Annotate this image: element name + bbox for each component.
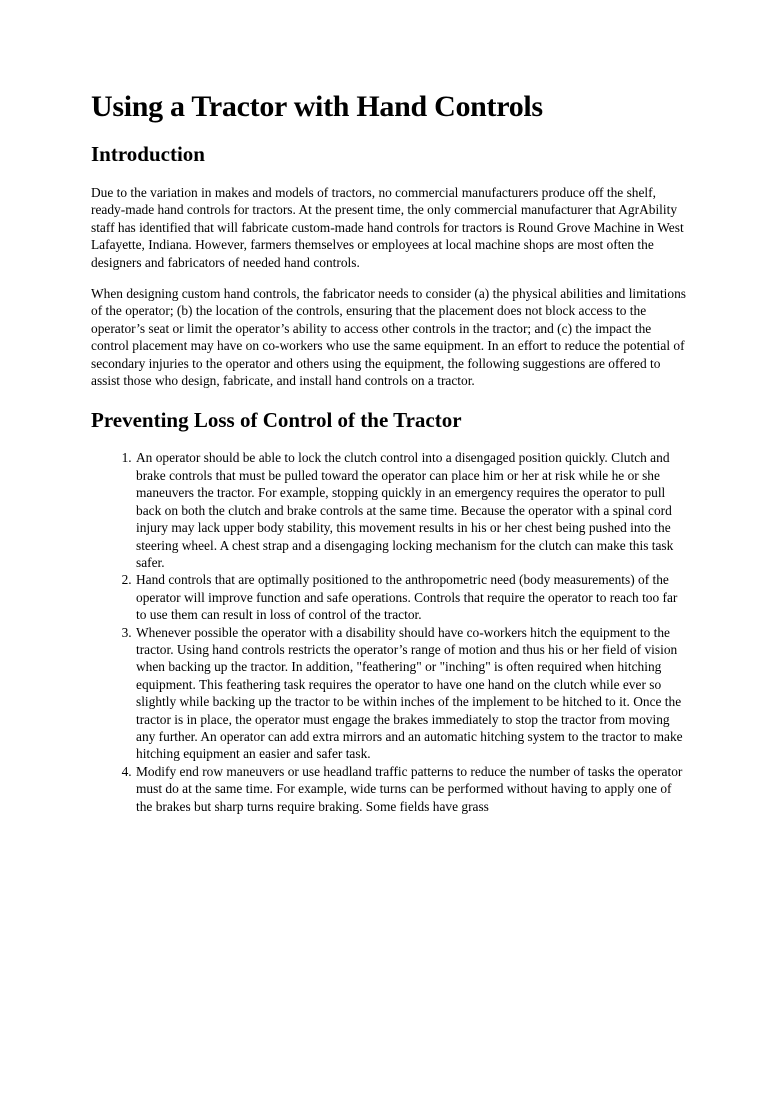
section-heading: Preventing Loss of Control of the Tractor: [91, 408, 462, 433]
list-item: 3. Whenever possible the operator with a disability should have co-workers hitch the equipment to the tractor. Using hand controls restricts the operator’s range of motion and thus his or her field of vision when backing up the tractor. In addition, "feathering" or "inching" is often required when hitching equipment. This feathering task requires the operator to have one hand on the clutch while ever so slightly while backing up the tractor to be within inches of the implement to be hitched to it. Once the tractor is in place, the operator must engage the brakes immediately to stop the tractor from moving any further. An operator can add extra mirrors and an automatic hitching system to the tractor to make hitching equipment an easier and safer task.: [135, 624, 686, 763]
suggestions-list: [91, 449, 686, 815]
document-page: [0, 90, 768, 1114]
document-title: Using a Tractor with Hand Controls: [91, 90, 543, 123]
intro-paragraph-1: Due to the variation in makes and models of tractors, no commercial manufacturers produce off the shelf, ready-made hand controls for tractors. At the present time, the only commercial manufacturer that AgrAbility staff has identified that will fabricate custom-made hand controls for tractors is Round Grove Machine in West Lafayette, Indiana. However, farmers themselves or employees at local machine shops are most often the designers and fabricators of needed hand controls.: [91, 185, 684, 270]
list-item: 2. Hand controls that are optimally positioned to the anthropometric need (body measurements) of the operator will improve function and safe operations. Controls that require the operator to reach too far to use them can result in loss of control of the tractor.: [135, 571, 686, 623]
introduction-heading: Introduction: [91, 142, 205, 166]
list-item: 1. An operator should be able to lock the clutch control into a disengaged position quickly. Clutch and brake controls that must be pulled toward the operator can place him or her at risk while he or she maneuvers the tractor. For example, stopping quickly in an emergency requires the operator to pull back on both the clutch and brake controls at the same time. Because the operator with a spinal cord injury may lack upper body stability, this movement results in his or her chest being pushed into the steering wheel. A chest strap and a disengaging locking mechanism for the clutch can make this task safer.: [135, 449, 686, 571]
intro-paragraph-2: When designing custom hand controls, the fabricator needs to consider (a) the physical abilities and limitations of the operator; (b) the location of the controls, ensuring that the placement does not block access to the operator’s seat or limit the operator’s ability to access other controls in the tractor; and (c) the impact the control placement may have on co-workers who use the same equipment. In an effort to reduce the potential of secondary injuries to the operator and others using the equipment, the following suggestions are offered to assist those who design, fabricate, and install hand controls on a tractor.: [91, 286, 686, 389]
list-item: 4. Modify end row maneuvers or use headland traffic patterns to reduce the number of tasks the operator must do at the same time. For example, wide turns can be performed without having to apply one of the brakes but sharp turns require braking. Some fields have grass: [135, 763, 686, 815]
